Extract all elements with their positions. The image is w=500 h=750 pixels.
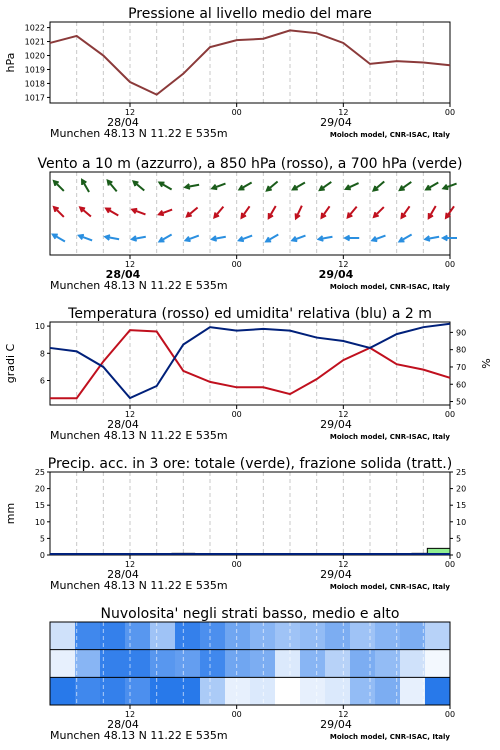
cloud-cell [125,677,151,705]
cloud-cell [125,622,151,650]
cloud-cell [425,650,451,678]
date-label: 28/04 [107,116,139,129]
cloud-cell [150,622,176,650]
x-tick-label: 12 [124,560,136,569]
cloud-cell [400,622,426,650]
precip-y2-tick-label: 0 [456,551,462,560]
cloud-cell [250,650,276,678]
cloud-cell [200,677,226,705]
pressure-y-tick-label: 1019 [24,65,45,75]
precip-y2-tick-label: 20 [456,484,467,494]
precipitation-panel [4,456,466,592]
precipitation-frame [50,472,450,555]
date-label: 28/04 [105,268,141,281]
precipitation-title: Precip. acc. in 3 ore: totale (verde), frazione solida (tratt.) [47,456,453,472]
precip-ylabel: mm [4,502,17,525]
wind-arrow [374,207,384,217]
cloud-cell [250,622,276,650]
cloud-cell [150,677,176,705]
pressure-y-tick-label: 1021 [24,37,45,47]
cloud-cell [325,622,351,650]
cloud-cell [400,650,426,678]
x-tick-label: 12 [338,108,349,117]
precip-y2-tick-label: 10 [456,517,467,527]
x-tick-label: 00 [231,560,242,569]
x-tick-label: 12 [338,560,349,569]
model-label: Moloch model, CNR-ISAC, Italy [329,583,450,591]
wind-panel [37,156,462,292]
cloud-cell [150,650,176,678]
cloud-cell [425,622,451,650]
cloud-cell [275,622,301,650]
humidity-y-tick-label: 80 [456,345,467,355]
x-tick-label: 00 [444,108,456,117]
temp_humidity-panel [4,306,493,442]
x-tick-label: 12 [124,710,136,719]
precip-y-tick-label: 25 [34,468,45,477]
date-label: 29/04 [318,268,354,281]
x-tick-label: 00 [444,260,456,269]
cloud-panel [50,606,455,742]
pressure-line [50,30,450,94]
cloud-cell [225,677,251,705]
wind-arrow [54,207,64,217]
cloud-cell [200,650,226,678]
x-tick-label: 12 [124,108,136,117]
temp_humidity-frame [50,322,450,405]
x-tick-label: 00 [231,108,242,117]
location-label: Munchen 48.13 N 11.22 E 535m [50,429,228,442]
temp-y-tick-label: 8 [39,349,45,359]
pressure-title: Pressione al livello medio del mare [128,6,372,22]
cloud-cell [350,650,376,678]
cloud-cell [200,622,226,650]
location-label: Munchen 48.13 N 11.22 E 535m [50,279,228,292]
cloud-cell [300,622,326,650]
pressure-y-tick-label: 1017 [24,93,45,103]
date-label: 28/04 [107,568,139,581]
date-label: 29/04 [320,718,352,731]
cloud-cell [350,622,376,650]
cloud-cell [325,650,351,678]
temp-ylabel: gradi C [4,343,17,384]
precip-y-tick-label: 0 [39,551,45,560]
x-tick-label: 00 [231,260,242,269]
humidity-ylabel: % [480,358,493,369]
pressure-y-tick-label: 1022 [24,23,45,33]
humidity-y-tick-label: 50 [456,397,467,407]
precip-y-tick-label: 20 [34,484,45,494]
cloud-cell [225,622,251,650]
cloud-cell [275,650,301,678]
location-label: Munchen 48.13 N 11.22 E 535m [50,127,228,140]
location-label: Munchen 48.13 N 11.22 E 535m [50,729,228,742]
x-tick-label: 12 [338,710,349,719]
temp_humidity-title: Temperatura (rosso) ed umidita' relativa (blu) a 2 m [68,306,432,322]
x-tick-label: 12 [338,260,349,269]
pressure-y-tick-label: 1020 [24,51,45,61]
pressure-y-tick-label: 1018 [24,79,45,89]
cloud-cell [275,677,301,705]
cloud-cell [125,650,151,678]
model-label: Moloch model, CNR-ISAC, Italy [329,733,450,741]
precip-y2-tick-label: 15 [456,501,467,511]
date-label: 28/04 [107,718,139,731]
humidity-y-tick-label: 60 [456,380,467,390]
pressure-panel [4,6,455,140]
x-tick-label: 00 [231,710,242,719]
cloud-cell [250,677,276,705]
x-tick-label: 00 [444,560,456,569]
model-label: Moloch model, CNR-ISAC, Italy [329,283,450,291]
cloud-cell [300,677,326,705]
cloud-cell [75,622,101,650]
precip-y-tick-label: 15 [34,501,45,511]
temp-y-tick-label: 10 [34,322,45,332]
precip-y-tick-label: 5 [39,534,45,544]
wind-arrow [54,181,64,191]
cloud-title: Nuvolosita' negli strati basso, medio e alto [100,606,400,622]
precip-y2-tick-label: 25 [456,468,467,477]
cloud-cell [300,650,326,678]
model-label: Moloch model, CNR-ISAC, Italy [329,131,450,139]
date-label: 29/04 [320,568,352,581]
date-label: 28/04 [107,418,139,431]
x-tick-label: 00 [444,710,456,719]
cloud-cell [75,677,101,705]
x-tick-label: 12 [338,410,349,419]
cloud-cell [75,650,101,678]
model-label: Moloch model, CNR-ISAC, Italy [329,433,450,441]
cloud-cell [175,650,201,678]
cloud-cell [425,677,451,705]
x-tick-label: 12 [124,410,136,419]
temperature-line [50,330,450,398]
location-label: Munchen 48.13 N 11.22 E 535m [50,579,228,592]
x-tick-label: 12 [124,260,136,269]
pressure-ylabel: hPa [4,52,17,73]
humidity-y-tick-label: 70 [456,362,467,372]
cloud-cell [175,677,201,705]
x-tick-label: 00 [444,410,456,419]
temp-y-tick-label: 6 [39,376,45,386]
cloud-cell [175,622,201,650]
cloud-cell [400,677,426,705]
cloud-cell [225,650,251,678]
precip-y2-tick-label: 5 [456,534,462,544]
wind-title: Vento a 10 m (azzurro), a 850 hPa (rosso), a 700 hPa (verde) [37,156,463,172]
x-tick-label: 00 [231,410,242,419]
cloud-cell [50,622,76,650]
precip-y-tick-label: 10 [34,517,45,527]
date-label: 29/04 [320,418,352,431]
humidity-y-tick-label: 90 [456,328,467,338]
cloud-cell [50,650,76,678]
cloud-cell [325,677,351,705]
date-label: 29/04 [320,116,352,129]
cloud-cell [350,677,376,705]
cloud-cell [50,677,76,705]
